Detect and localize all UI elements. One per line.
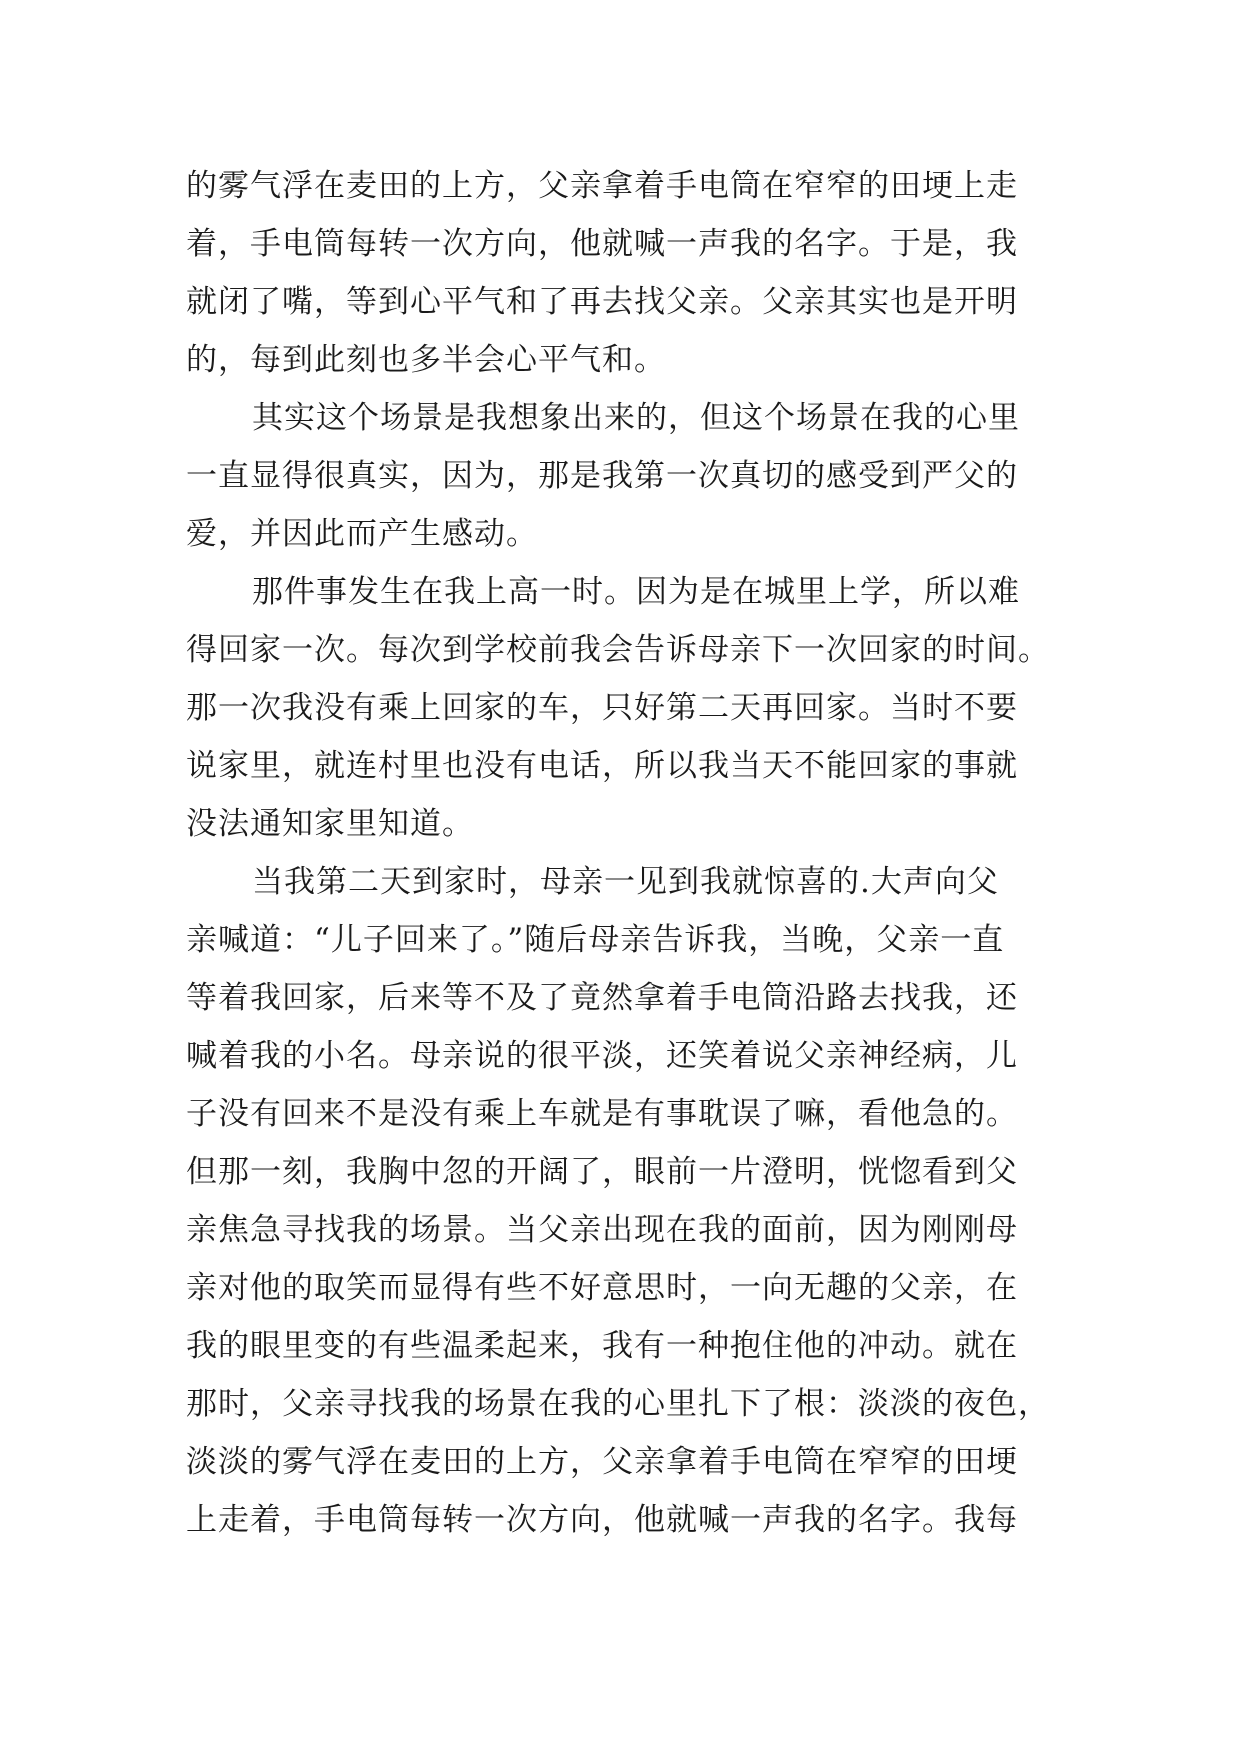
text-line: 没法通知家里知道。 [186,806,474,842]
text-line: 淡淡的雾气浮在麦田的上方，父亲拿着手电筒在窄窄的田埂 [186,1444,1018,1480]
text-line: 着，手电筒每转一次方向，他就喊一声我的名字。于是，我 [186,226,1018,262]
text-line: 亲对他的取笑而显得有些不好意思时，一向无趣的父亲，在 [186,1270,1018,1306]
text-line: 我的眼里变的有些温柔起来，我有一种抱住他的冲动。就在 [186,1328,1018,1364]
text-line: 的，每到此刻也多半会心平气和。 [186,342,666,378]
text-line: 喊着我的小名。母亲说的很平淡，还笑着说父亲神经病，儿 [186,1038,1018,1074]
text-line: 那时，父亲寻找我的场景在我的心里扎下了根：淡淡的夜色， [186,1386,1050,1422]
text-line: 那件事发生在我上高一时。因为是在城里上学，所以难 [252,574,1020,610]
text-line: 说家里，就连村里也没有电话，所以我当天不能回家的事就 [186,748,1018,784]
text-line: 等着我回家，后来等不及了竟然拿着手电筒沿路去找我，还 [186,980,1018,1016]
text-line: 就闭了嘴，等到心平气和了再去找父亲。父亲其实也是开明 [186,284,1018,320]
text-line: 子没有回来不是没有乘上车就是有事耽误了嘛，看他急的。 [186,1096,1018,1132]
text-line: 的雾气浮在麦田的上方，父亲拿着手电筒在窄窄的田埂上走 [186,168,1018,204]
text-line: 但那一刻，我胸中忽的开阔了，眼前一片澄明，恍惚看到父 [186,1154,1018,1190]
text-line: 上走着，手电筒每转一次方向，他就喊一声我的名字。我每 [186,1502,1018,1538]
body-text [186,157,1066,1549]
text-line: 当我第二天到家时，母亲一见到我就惊喜的.大声向父 [252,864,999,900]
text-line: 得回家一次。每次到学校前我会告诉母亲下一次回家的时间。 [186,632,1050,668]
text-line: 那一次我没有乘上回家的车，只好第二天再回家。当时不要 [186,690,1018,726]
text-line: 其实这个场景是我想象出来的，但这个场景在我的心里 [252,400,1020,436]
text-line: 一直显得很真实，因为，那是我第一次真切的感受到严父的 [186,458,1018,494]
text-line: 爱，并因此而产生感动。 [186,516,538,552]
text-line: 亲喊道：“儿子回来了。”随后母亲告诉我，当晚，父亲一直 [186,922,1005,958]
text-line: 亲焦急寻找我的场景。当父亲出现在我的面前，因为刚刚母 [186,1212,1018,1248]
